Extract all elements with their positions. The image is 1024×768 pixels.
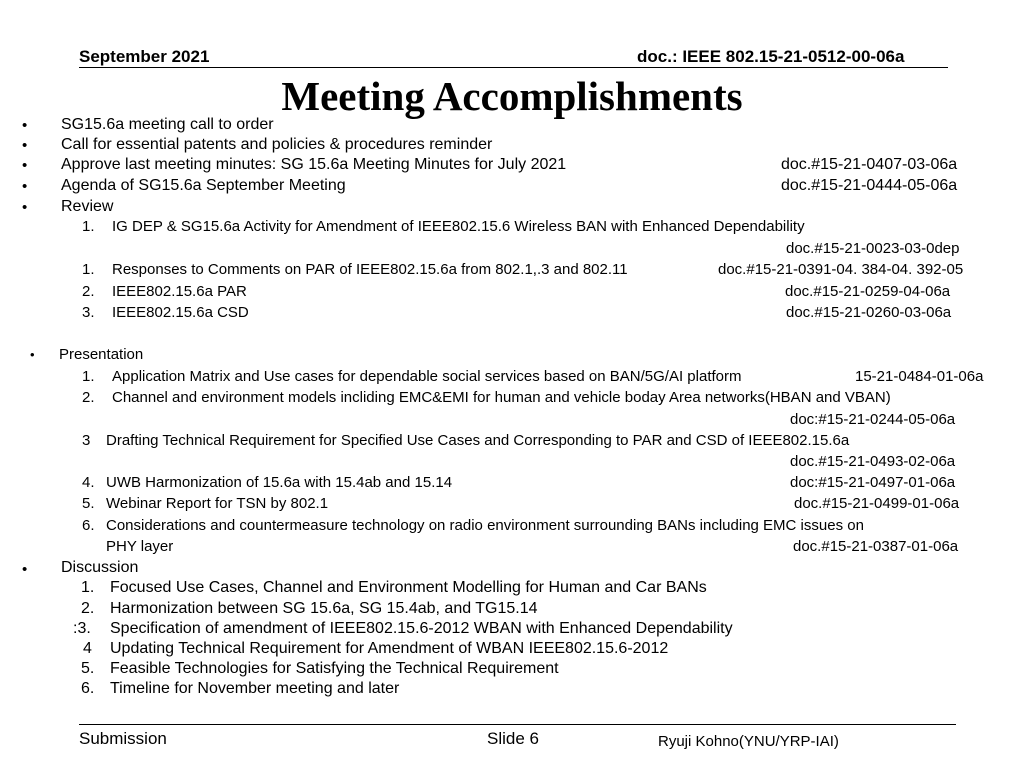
discussion-number: 5. [81,660,95,677]
discussion-item-text: Specification of amendment of IEEE802.15.6-2012 WBAN with Enhanced Dependability [110,620,733,637]
discussion-number: :3. [73,620,91,637]
presentation-number: 1. [82,368,95,385]
bullet-icon: • [22,561,28,578]
discussion-item-text: Harmonization between SG 15.6a, SG 15.4ab, and TG15.14 [110,600,538,617]
review-number: 1. [82,261,95,278]
review-item-doc: doc.#15-21-0391-04. 384-04. 392-05 [718,261,964,278]
item-minutes-doc: doc.#15-21-0407-03-06a [781,156,958,173]
bullet-icon: • [30,347,35,362]
discussion-item-text: Timeline for November meeting and later [110,680,400,697]
bullet-icon: • [22,157,28,174]
discussion-number: 6. [81,680,95,697]
footer-submission: Submission [79,729,167,748]
footer-divider [79,724,956,725]
presentation-item-doc: doc:#15-21-0497-01-06a [790,474,956,491]
presentation-item-text: UWB Harmonization of 15.6a with 15.4ab and 15.14 [106,474,453,491]
presentation-item-text-continued: PHY layer [106,538,174,555]
bullet-icon: • [22,117,28,134]
item-minutes: Approve last meeting minutes: SG 15.6a Meeting Minutes for July 2021 [61,156,567,173]
presentation-item-text: Drafting Technical Requirement for Specified Use Cases and Corresponding to PAR and CSD of IEEE802.15.6a [106,432,850,449]
review-number: 2. [82,283,95,300]
discussion-item-text: Updating Technical Requirement for Amendment of WBAN IEEE802.15.6-2012 [110,640,669,657]
header-doc-number: doc.: IEEE 802.15-21-0512-00-06a [637,47,905,66]
review-item-text: IEEE802.15.6a PAR [112,283,247,300]
bullet-icon: • [22,199,28,216]
presentation-item-text: Webinar Report for TSN by 802.1 [106,495,329,512]
presentation-number: 6. [82,517,95,534]
header-divider [79,67,948,68]
item-presentation: Presentation [59,346,144,363]
presentation-item-doc: 15-21-0484-01-06a [855,368,984,385]
discussion-item-text: Focused Use Cases, Channel and Environment Modelling for Human and Car BANs [110,579,707,596]
page-title: Meeting Accomplishments [281,73,743,119]
item-agenda-doc: doc.#15-21-0444-05-06a [781,177,958,194]
item-discussion: Discussion [61,559,139,576]
item-review: Review [61,198,114,215]
review-number: 3. [82,304,95,321]
presentation-number: 5. [82,495,95,512]
discussion-number: 2. [81,600,95,617]
item-agenda: Agenda of SG15.6a September Meeting [61,177,346,194]
item-patents: Call for essential patents and policies & procedures reminder [61,136,493,153]
bullet-icon: • [22,137,28,154]
presentation-number: 4. [82,474,95,491]
review-item-text: IEEE802.15.6a CSD [112,304,249,321]
review-item-doc: doc.#15-21-0023-03-0dep [786,240,960,257]
footer-slide-number: Slide 6 [487,729,539,748]
bullet-icon: • [22,178,28,195]
item-call-to-order: SG15.6a meeting call to order [61,116,274,133]
footer-author: Ryuji Kohno(YNU/YRP-IAI) [658,733,839,750]
presentation-item-text: Application Matrix and Use cases for dependable social services based on BAN/5G/AI platform [112,368,742,385]
presentation-item-doc: doc.#15-21-0387-01-06a [793,538,959,555]
review-number: 1. [82,218,95,235]
discussion-item-text: Feasible Technologies for Satisfying the Technical Requirement [110,660,559,677]
presentation-number: 3 [82,432,91,449]
presentation-item-doc: doc.#15-21-0493-02-06a [790,453,956,470]
presentation-item-doc: doc:#15-21-0244-05-06a [790,411,956,428]
review-item-doc: doc.#15-21-0259-04-06a [785,283,951,300]
review-item-text: IG DEP & SG15.6a Activity for Amendment of IEEE802.15.6 Wireless BAN with Enhanced Dependability [112,218,805,235]
presentation-item-text: Considerations and countermeasure technology on radio environment surrounding BANs including EMC issues on [106,517,864,534]
presentation-item-text: Channel and environment models incliding EMC&EMI for human and vehicle boday Area networks(HBAN and VBAN) [112,389,891,406]
discussion-number: 4 [83,640,92,657]
header-date: September 2021 [79,47,210,66]
discussion-number: 1. [81,579,95,596]
presentation-number: 2. [82,389,95,406]
review-item-text: Responses to Comments on PAR of IEEE802.15.6a from 802.1,.3 and 802.11 [112,261,628,278]
presentation-item-doc: doc.#15-21-0499-01-06a [794,495,960,512]
review-item-doc: doc.#15-21-0260-03-06a [786,304,952,321]
